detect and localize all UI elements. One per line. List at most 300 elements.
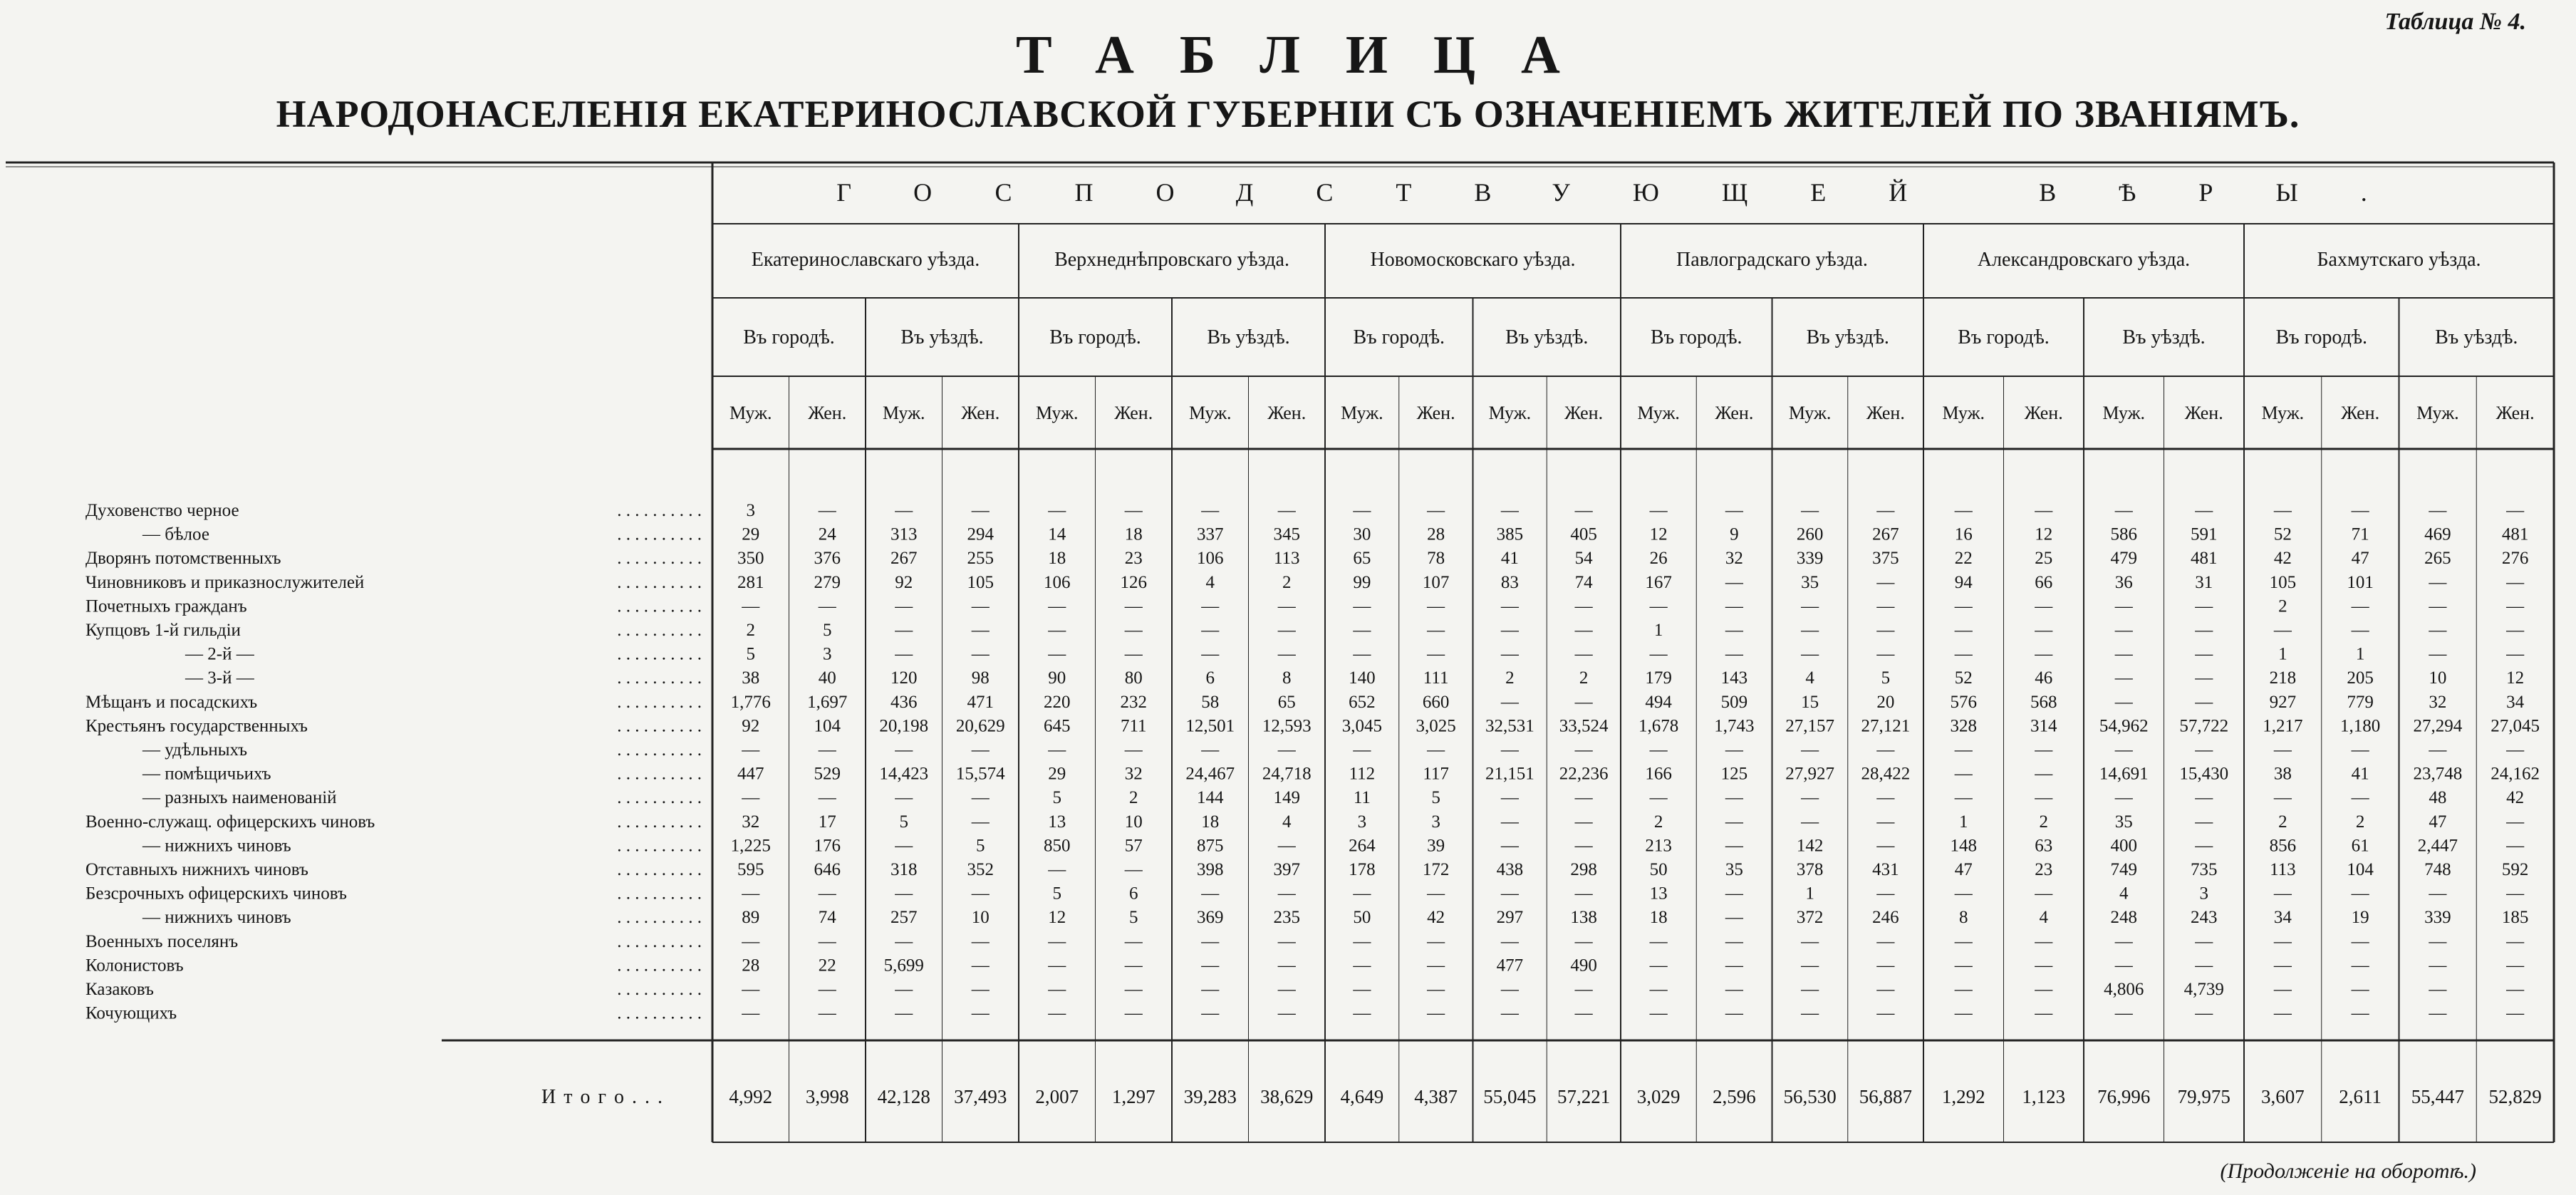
row-label: — помѣщичьихъ bbox=[142, 764, 271, 784]
table-cell: 27,294 bbox=[2413, 716, 2463, 736]
table-cell: — bbox=[2351, 501, 2369, 520]
row-label: — 2-й — bbox=[185, 644, 254, 664]
table-cell: — bbox=[1801, 812, 1819, 832]
table-cell: 5 bbox=[823, 621, 832, 640]
table-cell: — bbox=[1277, 956, 1296, 976]
table-cell: — bbox=[1277, 644, 1296, 664]
table-cell: — bbox=[1801, 501, 1819, 520]
table-cell: — bbox=[1124, 596, 1143, 616]
table-cell: — bbox=[1649, 1003, 1668, 1023]
table-cell: 748 bbox=[2424, 860, 2451, 879]
table-cell: — bbox=[1876, 644, 1895, 664]
religion-header: ГОСПОДСТВУЮЩЕЙ ВѢРЫ. bbox=[836, 178, 2430, 207]
table-cell: — bbox=[1048, 860, 1066, 879]
table-cell: 14 bbox=[1048, 524, 1066, 544]
table-cell: 42 bbox=[1427, 908, 1445, 928]
table-cell: 24,467 bbox=[1185, 764, 1235, 784]
table-cell: — bbox=[1201, 1003, 1220, 1023]
table-cell: 54,962 bbox=[2099, 716, 2149, 736]
table-cell: — bbox=[1500, 931, 1519, 951]
table-cell: 279 bbox=[814, 572, 841, 592]
leader-dots: . . . . . . . . . . bbox=[617, 956, 702, 976]
table-cell: 42 bbox=[2506, 788, 2525, 808]
table-cell: — bbox=[1048, 501, 1066, 520]
leader-dots: . . . . . . . . . . bbox=[617, 836, 702, 856]
table-cell: — bbox=[895, 596, 913, 616]
table-cell: 265 bbox=[2424, 549, 2451, 569]
table-cell: — bbox=[2114, 621, 2133, 640]
row-label: Казаковъ bbox=[85, 980, 154, 999]
row-label: — нижнихъ чиновъ bbox=[142, 908, 291, 928]
table-cell: — bbox=[2195, 621, 2213, 640]
table-cell: 375 bbox=[1872, 549, 1899, 569]
table-cell: 711 bbox=[1120, 716, 1147, 736]
table-cell: — bbox=[1574, 812, 1593, 832]
table-cell: — bbox=[2351, 740, 2369, 760]
table-cell: 15 bbox=[1801, 692, 1819, 712]
table-cell: — bbox=[1427, 596, 1445, 616]
table-cell: 298 bbox=[1570, 860, 1597, 879]
table-cell: — bbox=[1353, 931, 1371, 951]
table-cell: — bbox=[2114, 788, 2133, 808]
table-cell: 376 bbox=[814, 549, 841, 569]
table-cell: — bbox=[1500, 621, 1519, 640]
table-cell: 8 bbox=[1282, 668, 1292, 688]
table-cell: — bbox=[895, 980, 913, 999]
table-cell: — bbox=[2506, 572, 2525, 592]
table-cell: 144 bbox=[1197, 788, 1224, 808]
table-cell: — bbox=[1725, 572, 1743, 592]
table-cell: — bbox=[1574, 1003, 1593, 1023]
table-cell: — bbox=[1876, 931, 1895, 951]
table-cell: 352 bbox=[967, 860, 994, 879]
table-cell: — bbox=[2035, 740, 2053, 760]
table-cell: — bbox=[1876, 572, 1895, 592]
total-cell: 1,123 bbox=[2022, 1086, 2066, 1107]
table-cell: 1,217 bbox=[2263, 716, 2303, 736]
table-cell: — bbox=[1201, 931, 1220, 951]
leader-dots: . . . . . . . . . . bbox=[617, 980, 702, 999]
district-header: Павлоградскаго уѣзда. bbox=[1676, 249, 1868, 271]
table-cell: 1,225 bbox=[730, 836, 771, 856]
table-cell: 568 bbox=[2030, 692, 2057, 712]
table-cell: — bbox=[2506, 501, 2525, 520]
table-cell: — bbox=[1277, 1003, 1296, 1023]
table-cell: 281 bbox=[737, 572, 764, 592]
leader-dots: . . . . . . . . . . bbox=[617, 524, 702, 544]
district-header: Бахмутскаго уѣзда. bbox=[2317, 249, 2481, 271]
table-cell: 113 bbox=[1273, 549, 1300, 569]
table-cell: 13 bbox=[1048, 812, 1066, 832]
row-label: Военныхъ поселянъ bbox=[85, 931, 239, 951]
table-cell: 4 bbox=[2119, 884, 2129, 904]
table-cell: 92 bbox=[895, 572, 913, 592]
table-cell: 586 bbox=[2110, 524, 2137, 544]
table-cell: 38 bbox=[2273, 764, 2292, 784]
table-cell: 529 bbox=[814, 764, 841, 784]
table-cell: — bbox=[1353, 644, 1371, 664]
leader-dots: . . . . . . . . . . bbox=[617, 740, 702, 760]
table-cell: 10 bbox=[971, 908, 990, 928]
table-cell: — bbox=[1277, 836, 1296, 856]
table-cell: 65 bbox=[1353, 549, 1371, 569]
table-cell: 749 bbox=[2110, 860, 2137, 879]
table-cell: 1 bbox=[1959, 812, 1968, 832]
table-cell: 5 bbox=[899, 812, 908, 832]
table-cell: 12 bbox=[1649, 524, 1668, 544]
table-cell: — bbox=[2035, 1003, 2053, 1023]
table-cell: 27,157 bbox=[1785, 716, 1834, 736]
table-cell: — bbox=[1048, 980, 1066, 999]
table-cell: — bbox=[1353, 884, 1371, 904]
table-cell: — bbox=[1201, 884, 1220, 904]
table-cell: 235 bbox=[1273, 908, 1300, 928]
table-cell: — bbox=[1574, 980, 1593, 999]
table-cell: 58 bbox=[1201, 692, 1220, 712]
table-cell: 41 bbox=[1500, 549, 1519, 569]
row-label: Колонистовъ bbox=[85, 956, 184, 976]
table-cell: — bbox=[1876, 596, 1895, 616]
table-cell: — bbox=[895, 931, 913, 951]
leader-dots: . . . . . . . . . . bbox=[617, 812, 702, 832]
table-cell: 369 bbox=[1197, 908, 1224, 928]
table-cell: 405 bbox=[1570, 524, 1597, 544]
table-cell: 18 bbox=[1649, 908, 1668, 928]
table-cell: 4 bbox=[1205, 572, 1215, 592]
table-cell: 4 bbox=[1282, 812, 1292, 832]
table-cell: 1 bbox=[1653, 621, 1663, 640]
table-cell: 38 bbox=[742, 668, 760, 688]
sex-header: Жен. bbox=[2024, 403, 2063, 423]
row-label: — бѣлое bbox=[142, 524, 209, 544]
table-cell: 22 bbox=[818, 956, 836, 976]
table-cell: — bbox=[2195, 692, 2213, 712]
total-cell: 2,007 bbox=[1035, 1086, 1079, 1107]
table-cell: — bbox=[1725, 812, 1743, 832]
table-cell: — bbox=[818, 980, 836, 999]
table-cell: 47 bbox=[2351, 549, 2369, 569]
table-cell: 52 bbox=[2273, 524, 2292, 544]
table-cell: 3,045 bbox=[1341, 716, 1382, 736]
table-cell: 260 bbox=[1796, 524, 1824, 544]
table-cell: 875 bbox=[1197, 836, 1224, 856]
table-cell: — bbox=[1649, 788, 1668, 808]
table-cell: — bbox=[1124, 956, 1143, 976]
table-cell: — bbox=[895, 501, 913, 520]
table-cell: — bbox=[1201, 621, 1220, 640]
table-cell: 13 bbox=[1649, 884, 1668, 904]
table-cell: — bbox=[2273, 788, 2292, 808]
table-cell: — bbox=[1876, 1003, 1895, 1023]
table-cell: — bbox=[2114, 501, 2133, 520]
table-cell: 30 bbox=[1353, 524, 1371, 544]
total-cell: 76,996 bbox=[2097, 1086, 2151, 1107]
table-cell: 46 bbox=[2035, 668, 2053, 688]
table-cell: — bbox=[1574, 788, 1593, 808]
table-cell: 19 bbox=[2351, 908, 2369, 928]
table-cell: — bbox=[2273, 501, 2292, 520]
table-cell: 98 bbox=[971, 668, 990, 688]
table-cell: — bbox=[1500, 980, 1519, 999]
table-cell: — bbox=[1124, 1003, 1143, 1023]
table-cell: — bbox=[2506, 740, 2525, 760]
table-cell: 113 bbox=[2270, 860, 2296, 879]
place-header: Въ уѣздѣ. bbox=[1207, 326, 1290, 348]
table-cell: 490 bbox=[1570, 956, 1597, 976]
table-cell: — bbox=[1353, 621, 1371, 640]
continuation-note: (Продолженіе на оборотѣ.) bbox=[2220, 1159, 2476, 1183]
table-cell: 15,574 bbox=[955, 764, 1005, 784]
leader-dots: . . . . . . . . . . bbox=[617, 860, 702, 879]
table-cell: 101 bbox=[2347, 572, 2374, 592]
table-cell: — bbox=[1954, 956, 1973, 976]
table-cell: 42 bbox=[2273, 549, 2292, 569]
table-cell: — bbox=[1954, 1003, 1973, 1023]
table-cell: 138 bbox=[1570, 908, 1597, 928]
table-cell: 213 bbox=[1645, 836, 1672, 856]
table-cell: 28,422 bbox=[1861, 764, 1911, 784]
table-cell: — bbox=[1201, 956, 1220, 976]
table-cell: 856 bbox=[2269, 836, 2297, 856]
table-cell: 3 bbox=[1357, 812, 1367, 832]
table-cell: — bbox=[1427, 621, 1445, 640]
table-cell: 112 bbox=[1349, 764, 1376, 784]
table-cell: — bbox=[971, 980, 990, 999]
table-cell: — bbox=[2506, 980, 2525, 999]
table-cell: 89 bbox=[742, 908, 760, 928]
table-cell: 78 bbox=[1427, 549, 1445, 569]
table-cell: — bbox=[895, 788, 913, 808]
table-cell: 2 bbox=[1505, 668, 1515, 688]
table-cell: — bbox=[2035, 621, 2053, 640]
table-cell: 6 bbox=[1205, 668, 1215, 688]
row-label: Отставныхъ нижнихъ чиновъ bbox=[85, 860, 308, 879]
table-cell: 28 bbox=[1427, 524, 1445, 544]
table-cell: — bbox=[1725, 1003, 1743, 1023]
table-cell: — bbox=[2506, 884, 2525, 904]
table-cell: — bbox=[1201, 501, 1220, 520]
total-cell: 52,829 bbox=[2488, 1086, 2542, 1107]
table-cell: — bbox=[2195, 1003, 2213, 1023]
table-cell: 24 bbox=[818, 524, 836, 544]
table-cell: — bbox=[1500, 644, 1519, 664]
table-cell: 104 bbox=[2347, 860, 2374, 879]
table-cell: — bbox=[1876, 836, 1895, 856]
total-cell: 79,975 bbox=[2177, 1086, 2230, 1107]
total-cell: 2,611 bbox=[2339, 1086, 2382, 1107]
table-cell: — bbox=[1124, 980, 1143, 999]
table-number: Таблица № 4. bbox=[2384, 9, 2526, 35]
table-cell: — bbox=[1427, 644, 1445, 664]
table-cell: — bbox=[2195, 740, 2213, 760]
table-cell: 5 bbox=[1881, 668, 1891, 688]
sex-header: Жен. bbox=[1416, 403, 1455, 423]
table-cell: — bbox=[2429, 980, 2447, 999]
table-cell: 3 bbox=[1431, 812, 1440, 832]
table-cell: 140 bbox=[1349, 668, 1376, 688]
table-cell: — bbox=[1500, 884, 1519, 904]
sex-header: Муж. bbox=[1488, 403, 1532, 423]
table-cell: 21,151 bbox=[1485, 764, 1534, 784]
table-cell: 297 bbox=[1496, 908, 1524, 928]
total-cell: 4,649 bbox=[1340, 1086, 1384, 1107]
table-cell: — bbox=[2035, 788, 2053, 808]
table-cell: — bbox=[2506, 836, 2525, 856]
table-cell: — bbox=[1574, 931, 1593, 951]
table-cell: 243 bbox=[2191, 908, 2218, 928]
table-cell: — bbox=[1277, 501, 1296, 520]
table-cell: — bbox=[2506, 812, 2525, 832]
table-cell: 779 bbox=[2347, 692, 2374, 712]
table-cell: 32 bbox=[1124, 764, 1143, 784]
table-cell: 2 bbox=[2039, 812, 2048, 832]
table-cell: — bbox=[1954, 596, 1973, 616]
place-header: Въ городѣ. bbox=[2275, 326, 2368, 348]
table-cell: — bbox=[895, 644, 913, 664]
table-cell: — bbox=[2114, 692, 2133, 712]
district-header: Александровскаго уѣзда. bbox=[1977, 249, 2191, 271]
table-cell: — bbox=[895, 884, 913, 904]
table-cell: — bbox=[2035, 931, 2053, 951]
place-header: Въ уѣздѣ. bbox=[2122, 326, 2206, 348]
total-cell: 39,283 bbox=[1183, 1086, 1237, 1107]
table-cell: — bbox=[2195, 644, 2213, 664]
table-cell: — bbox=[1353, 1003, 1371, 1023]
table-cell: — bbox=[1876, 884, 1895, 904]
table-cell: 2,447 bbox=[2417, 836, 2458, 856]
table-cell: 5 bbox=[746, 644, 755, 664]
table-cell: 591 bbox=[2191, 524, 2218, 544]
sex-header: Жен. bbox=[2341, 403, 2380, 423]
table-cell: 5 bbox=[1052, 788, 1061, 808]
table-cell: 481 bbox=[2191, 549, 2218, 569]
table-cell: — bbox=[1876, 812, 1895, 832]
table-cell: 178 bbox=[1349, 860, 1376, 879]
sex-header: Жен. bbox=[2496, 403, 2535, 423]
total-cell: 4,387 bbox=[1414, 1086, 1458, 1107]
table-cell: 2 bbox=[2355, 812, 2365, 832]
table-cell: — bbox=[1954, 501, 1973, 520]
table-cell: 255 bbox=[967, 549, 994, 569]
table-cell: — bbox=[1574, 884, 1593, 904]
table-cell: — bbox=[1353, 956, 1371, 976]
table-cell: — bbox=[971, 884, 990, 904]
table-cell: — bbox=[1427, 931, 1445, 951]
leader-dots: . . . . . . . . . . bbox=[617, 1003, 702, 1023]
table-cell: — bbox=[1353, 501, 1371, 520]
table-cell: 40 bbox=[818, 668, 836, 688]
table-cell: — bbox=[1954, 884, 1973, 904]
table-cell: 28 bbox=[742, 956, 760, 976]
table-cell: 41 bbox=[2351, 764, 2369, 784]
total-cell: 55,045 bbox=[1483, 1086, 1537, 1107]
sex-header: Муж. bbox=[1341, 403, 1383, 423]
table-cell: 61 bbox=[2351, 836, 2369, 856]
table-cell: 106 bbox=[1197, 549, 1224, 569]
row-label: — разныхъ наименованій bbox=[142, 788, 337, 808]
table-cell: 92 bbox=[742, 716, 760, 736]
table-cell: — bbox=[818, 596, 836, 616]
table-cell: 276 bbox=[2501, 549, 2529, 569]
table-cell: — bbox=[2351, 884, 2369, 904]
table-cell: — bbox=[1574, 596, 1593, 616]
table-cell: 652 bbox=[1349, 692, 1376, 712]
table-cell: — bbox=[1500, 788, 1519, 808]
table-cell: 48 bbox=[2429, 788, 2447, 808]
place-header: Въ городѣ. bbox=[1353, 326, 1445, 348]
table-cell: 24,162 bbox=[2491, 764, 2540, 784]
row-label: Крестьянъ государственныхъ bbox=[85, 716, 308, 736]
row-label: Чиновниковъ и приказнослужителей bbox=[85, 572, 365, 592]
table-cell: — bbox=[1500, 596, 1519, 616]
table-cell: 2 bbox=[1282, 572, 1292, 592]
table-cell: — bbox=[2429, 884, 2447, 904]
table-cell: 220 bbox=[1044, 692, 1071, 712]
table-cell: — bbox=[1649, 596, 1668, 616]
table-cell: — bbox=[818, 501, 836, 520]
table-cell: — bbox=[1277, 596, 1296, 616]
table-cell: — bbox=[2429, 621, 2447, 640]
table-cell: — bbox=[1801, 931, 1819, 951]
table-cell: 15,430 bbox=[2179, 764, 2229, 784]
row-label: — 3-й — bbox=[185, 668, 254, 688]
table-cell: — bbox=[1124, 501, 1143, 520]
table-cell: — bbox=[1725, 980, 1743, 999]
table-cell: 2 bbox=[1653, 812, 1663, 832]
table-cell: 1,180 bbox=[2340, 716, 2381, 736]
table-cell: — bbox=[895, 740, 913, 760]
table-cell: — bbox=[1876, 621, 1895, 640]
table-cell: — bbox=[1954, 788, 1973, 808]
place-header: Въ городѣ. bbox=[1958, 326, 2050, 348]
table-cell: — bbox=[2114, 668, 2133, 688]
table-cell: — bbox=[2429, 644, 2447, 664]
table-cell: — bbox=[1277, 621, 1296, 640]
table-cell: 10 bbox=[2429, 668, 2447, 688]
total-cell: 3,998 bbox=[805, 1086, 849, 1107]
table-cell: — bbox=[2035, 764, 2053, 784]
leader-dots: . . . . . . . . . . bbox=[617, 549, 702, 569]
table-cell: — bbox=[1500, 836, 1519, 856]
table-cell: — bbox=[895, 836, 913, 856]
leader-dots: . . . . . . . . . . bbox=[617, 501, 702, 520]
table-cell: 264 bbox=[1349, 836, 1376, 856]
table-cell: 34 bbox=[2506, 692, 2525, 712]
table-cell: 22,236 bbox=[1559, 764, 1609, 784]
table-cell: 33,524 bbox=[1559, 716, 1609, 736]
table-cell: — bbox=[895, 621, 913, 640]
table-cell: — bbox=[1427, 1003, 1445, 1023]
table-cell: 5 bbox=[1129, 908, 1138, 928]
total-cell: 4,992 bbox=[729, 1086, 773, 1107]
table-cell: 27,121 bbox=[1861, 716, 1911, 736]
table-cell: — bbox=[2273, 980, 2292, 999]
sex-header: Жен. bbox=[1564, 403, 1604, 423]
table-cell: — bbox=[1801, 740, 1819, 760]
table-cell: 90 bbox=[1048, 668, 1066, 688]
table-cell: — bbox=[2195, 596, 2213, 616]
table-cell: 35 bbox=[2114, 812, 2133, 832]
table-cell: 232 bbox=[1120, 692, 1147, 712]
table-cell: 32 bbox=[2429, 692, 2447, 712]
table-cell: — bbox=[1427, 980, 1445, 999]
table-cell: 143 bbox=[1720, 668, 1748, 688]
total-cell: 37,493 bbox=[954, 1086, 1007, 1107]
table-cell: 27,045 bbox=[2491, 716, 2540, 736]
table-cell: 1 bbox=[2355, 644, 2365, 664]
table-cell: — bbox=[1649, 980, 1668, 999]
table-cell: 47 bbox=[1954, 860, 1973, 879]
